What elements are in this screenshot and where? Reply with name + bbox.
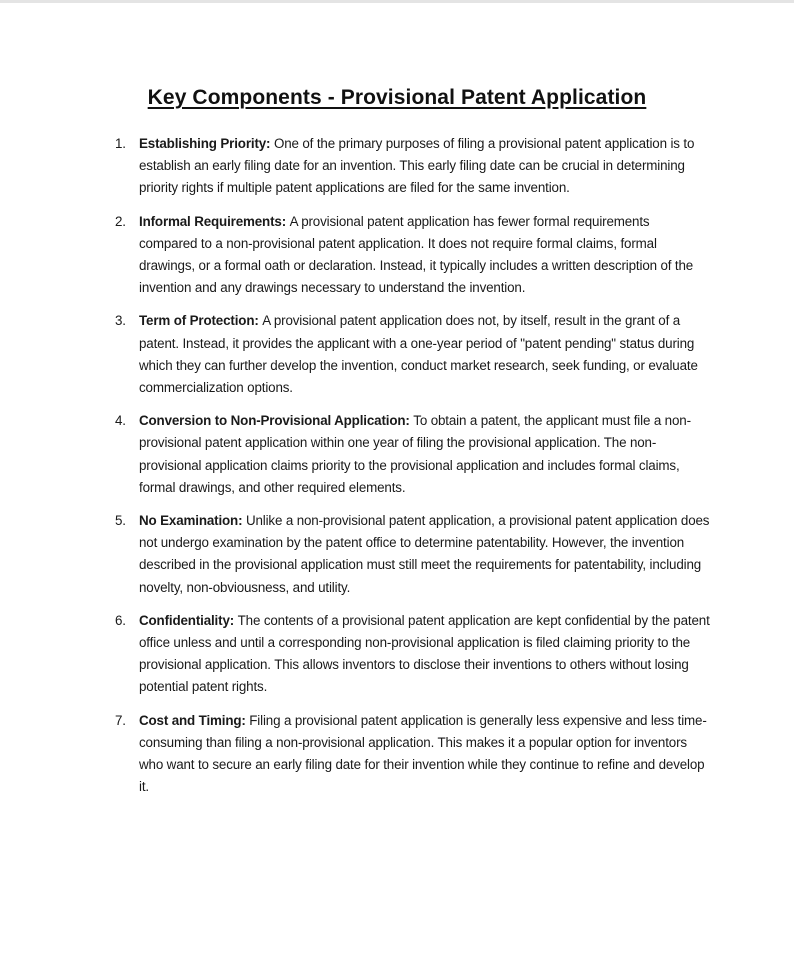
list-item-heading: Cost and Timing: — [139, 712, 250, 728]
list-item-heading: No Examination: — [139, 513, 246, 529]
list-item-heading: Establishing Priority: — [139, 136, 274, 151]
list-item-conversion — [100, 410, 710, 499]
list-item-text: A provisional patent application has fewer formal requirements compared to a non-provisional patent application. It does not require formal claims, formal drawings, or a formal oath or declaration. Instead, it typically includes a written description of the invention and any drawings necessary to understand the invention. — [139, 213, 694, 296]
list-item-text: A provisional patent application does not, by itself, result in the grant of a patent. Instead, it provides the applicant with a one-year period of "patent pending" status during which they can further develop the invention, conduct market research, seek funding, or evaluate commercialization options. — [139, 313, 698, 396]
list-item-text: Filing a provisional patent application is generally less expensive and less time-consuming than filing a non-provisional application. This makes it a popular option for inventors who want to secure an early filing date for their invention while they continue to refine and develop it. — [139, 712, 707, 795]
list-item-number: 2. — [115, 213, 126, 229]
list-item-number: 6. — [115, 612, 126, 628]
list-item-number: 5. — [115, 513, 126, 529]
list-item-number: 4. — [115, 413, 126, 429]
list-item-number: 7. — [115, 712, 126, 728]
list-item-term-of-protection — [100, 310, 710, 399]
list-item-heading: Term of Protection: — [139, 313, 263, 329]
list-item-informal-requirements — [100, 211, 710, 300]
list-item-number: 3. — [115, 313, 126, 329]
list-item-heading: Informal Requirements: — [139, 213, 290, 229]
list-item-number: 1. — [115, 136, 126, 151]
list-item-text: The contents of a provisional patent application are kept confidential by the patent office unless and until a corresponding non-provisional application is filed claiming priority to the provisional application. This allows inventors to disclose their inventions to others without losing potential patent rights. — [139, 612, 710, 695]
list-item-heading: Conversion to Non-Provisional Application: — [139, 413, 414, 429]
list-item-text: One of the primary purposes of filing a provisional patent application is to establish an early filing date for an invention. This early filing date can be crucial in determining priority rights if multiple patent applications are filed for the same invention. — [139, 136, 695, 196]
list-item-confidentiality — [100, 610, 710, 699]
list-item-text: Unlike a non-provisional patent application, a provisional patent application does not undergo examination by the patent office to determine patentability. However, the invention described in the provisional application must still meet the requirements for patentability, including novelty, non-obviousness, and utility. — [139, 513, 710, 595]
list-item-establishing-priority — [100, 133, 710, 200]
list-item-heading: Confidentiality: — [139, 612, 238, 628]
list-item-cost-and-timing — [100, 710, 710, 799]
list-item-text: To obtain a patent, the applicant must file a non-provisional patent application within one year of filing the provisional application. The non-provisional application claims priority to the provisional application and includes formal claims, formal drawings, and other required elements. — [139, 413, 691, 495]
list-item-no-examination — [100, 510, 710, 599]
components-list — [100, 133, 710, 809]
document-title: Key Components - Provisional Patent Application — [147, 86, 647, 109]
